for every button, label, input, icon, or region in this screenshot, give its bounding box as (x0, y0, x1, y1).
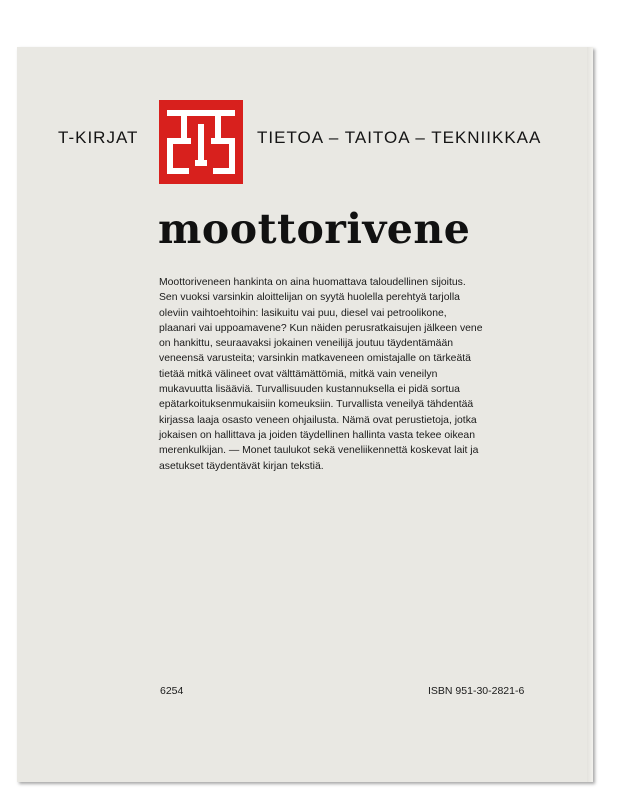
description-line: kirjassa laaja osasto veneen ohjailusta. Nämä ovat perustietoja, jotka (159, 414, 477, 426)
description-line: merenkulkijan. — Monet taulukot sekä veneliikennettä koskevat lait ja (159, 445, 479, 457)
book-back-cover (17, 47, 593, 782)
t-kirjat-logo-icon (159, 100, 243, 184)
book-description (159, 275, 549, 474)
cover-edge (587, 47, 593, 782)
description-line: jokaisen on hallittava ja joiden täydellinen hallinta vasta tekee oikean (159, 429, 475, 441)
book-title: moottorivene (158, 205, 471, 253)
description-line: on hankittu, seuraavaksi jokainen veneilijä joutuu täydentämään (159, 338, 454, 350)
description-line: epätarkoituksenmukaisiin komeuksiin. Turvallista veneilyä tähdentää (159, 399, 474, 411)
series-name: T-KIRJAT (58, 128, 139, 147)
description-line: asetukset täydentävät kirjan tekstiä. (159, 460, 324, 472)
description-line: mukavuutta lisääviä. Turvallisuuden kustannuksella ei pidä sortua (159, 384, 460, 396)
description-line: plaanari vai uppoamavene? Kun näiden perusratkaisujen jälkeen vene (159, 322, 483, 334)
description-line: tietää mitkä välineet ovat välttämättömiä, mitkä vain veneilyn (159, 368, 438, 380)
description-line: oleviin vaihtoehtoihin: lasikuitu vai puu, diesel vai petroolikone, (159, 307, 447, 319)
description-line: Sen vuoksi varsinkin aloittelijan on syytä huolella perehtyä tarjolla (159, 292, 460, 304)
description-line: Moottoriveneen hankinta on aina huomattava taloudellinen sijoitus. (159, 277, 466, 288)
description-line: veneensä varusteita; varsinkin matkaveneen omistajalle on tärkeätä (159, 353, 471, 365)
product-number: 6254 (160, 685, 184, 697)
tagline: TIETOA – TAITOA – TEKNIIKKAA (257, 128, 542, 147)
isbn: ISBN 951-30-2821-6 (428, 685, 525, 697)
